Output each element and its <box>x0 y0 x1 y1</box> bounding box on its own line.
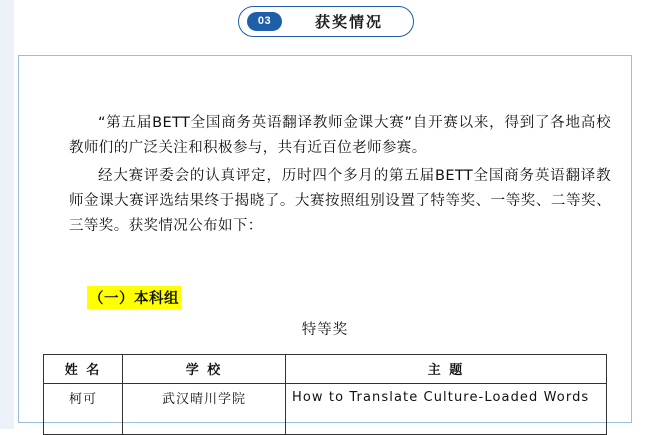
section-header <box>0 0 650 46</box>
cell-topic: How to Translate Culture-Loaded Words <box>286 384 607 435</box>
section-pill <box>238 6 414 37</box>
section-number-badge: 03 <box>247 12 282 31</box>
section-title: 获奖情况 <box>314 13 383 31</box>
cell-name: 柯可 <box>44 384 123 435</box>
subsection-heading: （一）本科组 <box>87 286 181 309</box>
paragraph-results: 经大赛评委会的认真评定，历时四个多月的第五届BETT全国商务英语翻译教师金课大赛评选结果终于揭晓了。大赛按照组别设置了特等奖、一等奖、二等奖、三等奖。获奖情况公布如下： <box>69 168 611 234</box>
paragraph-intro: “第五届BETT全国商务英语翻译教师金课大赛”自开赛以来，得到了各地高校教师们的广泛关注和积极参与，共有近百位老师参赛。 <box>69 115 611 156</box>
cell-school: 武汉晴川学院 <box>123 384 286 435</box>
column-header-topic: 主 题 <box>286 355 607 384</box>
column-header-school: 学 校 <box>123 355 286 384</box>
left-accent-bar <box>0 0 14 429</box>
body-text-block <box>69 111 611 239</box>
award-level-title: 特等奖 <box>301 322 349 338</box>
content-frame <box>18 55 632 423</box>
column-header-name: 姓 名 <box>44 355 123 384</box>
table-row <box>44 384 607 435</box>
winners-table <box>43 354 607 435</box>
table-header-row <box>44 355 607 384</box>
